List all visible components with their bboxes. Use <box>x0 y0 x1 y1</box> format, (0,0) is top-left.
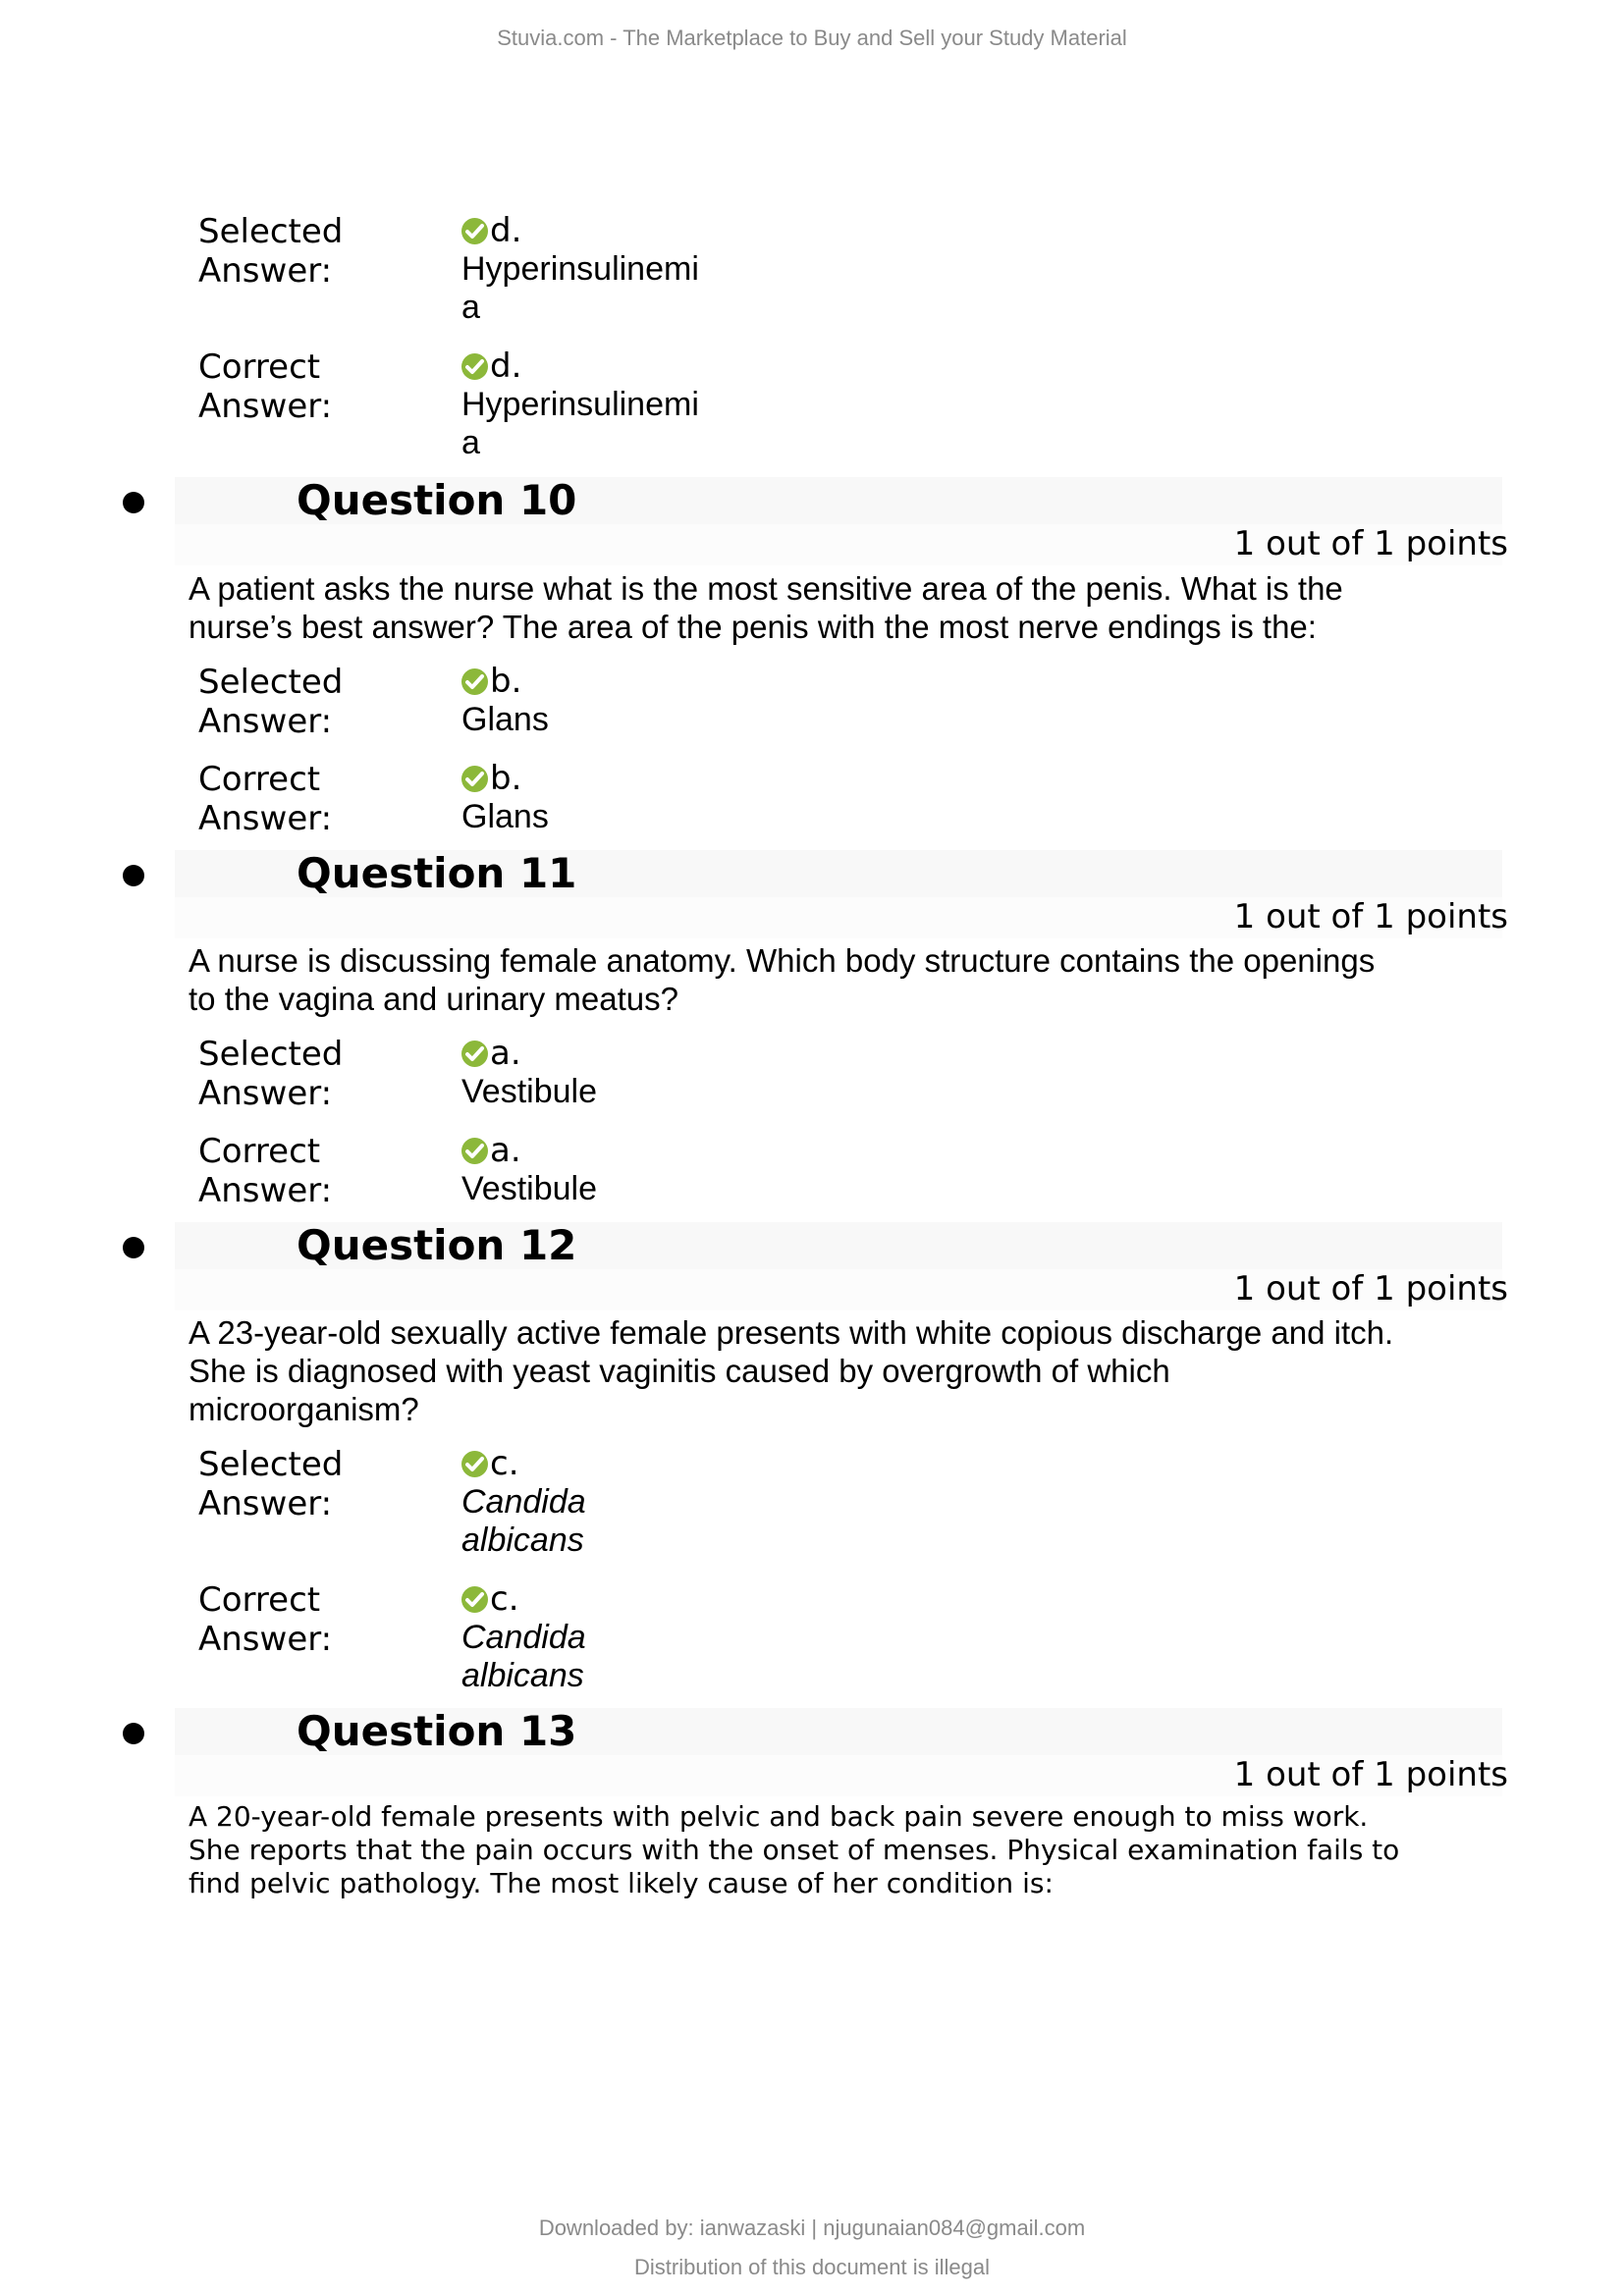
answer-label: Selected Answer: <box>198 212 344 291</box>
question-title: Question 10 <box>297 476 577 524</box>
question-text: A patient asks the nurse what is the most sensitive area of the penis. What is the nurse’s best answer? The area of the penis with the most nerve endings is the: <box>189 570 1343 645</box>
answer-value: c. Candida albicans <box>461 1444 586 1559</box>
correct-check-icon <box>461 1138 488 1164</box>
answer-value: a. Vestibule <box>461 1131 597 1207</box>
correct-check-icon <box>461 1451 488 1477</box>
question-title: Question 11 <box>297 849 577 897</box>
answer-value: b. Glans <box>461 759 549 835</box>
question-text: A nurse is discussing female anatomy. Which body structure contains the openings to the vagina and urinary meatus? <box>189 942 1376 1017</box>
answer-value: c. Candida albicans <box>461 1579 586 1694</box>
answer-value: d. Hyperinsulinemi a <box>461 347 699 461</box>
answer-value: b. Glans <box>461 662 549 738</box>
correct-check-icon <box>461 1586 488 1613</box>
question-points: 1 out of 1 points <box>1233 897 1508 936</box>
answer-label: Correct Answer: <box>198 1580 333 1659</box>
answer-label: Selected Answer: <box>198 663 344 741</box>
question-points: 1 out of 1 points <box>1233 524 1508 563</box>
question-points: 1 out of 1 points <box>1233 1269 1508 1308</box>
correct-answer-block <box>198 347 748 462</box>
correct-answer-block <box>198 1580 748 1695</box>
selected-answer-block <box>198 1445 748 1560</box>
selected-answer-block <box>198 663 748 741</box>
correct-answer-block <box>198 760 748 838</box>
answer-value: d. Hyperinsulinemi a <box>461 211 699 326</box>
question-text: A 23-year-old sexually active female presents with white copious discharge and itch. She is diagnosed with yeast vaginitis caused by overgrowth of which microorganism? <box>189 1314 1394 1427</box>
download-notice: Downloaded by: ianwazaski | njugunaian084@gmail.com <box>538 2216 1086 2240</box>
distribution-notice: Distribution of this document is illegal <box>634 2255 990 2279</box>
question-title: Question 12 <box>297 1221 577 1269</box>
question-points: 1 out of 1 points <box>1233 1755 1508 1794</box>
bullet-icon <box>123 865 144 886</box>
page-header: Stuvia.com - The Marketplace to Buy and Sell your Study Material <box>497 26 1127 50</box>
question-title: Question 13 <box>297 1707 577 1755</box>
question-text: A 20-year-old female presents with pelvic and back pain severe enough to miss work. She reports that the pain occurs with the onset of menses. Physical examination fails to find pelvic pathology. The most likely cause of her condition is: <box>189 1800 1400 1899</box>
correct-check-icon <box>461 668 488 695</box>
correct-answer-block <box>198 1132 748 1210</box>
selected-answer-block <box>198 212 748 327</box>
bullet-icon <box>123 492 144 513</box>
answer-value: a. Vestibule <box>461 1034 597 1110</box>
answer-label: Selected Answer: <box>198 1035 344 1113</box>
answer-label: Selected Answer: <box>198 1445 344 1523</box>
answer-label: Correct Answer: <box>198 760 333 838</box>
correct-check-icon <box>461 353 488 380</box>
bullet-icon <box>123 1723 144 1744</box>
correct-check-icon <box>461 766 488 792</box>
answer-label: Correct Answer: <box>198 347 333 426</box>
correct-check-icon <box>461 218 488 244</box>
bullet-icon <box>123 1237 144 1258</box>
answer-label: Correct Answer: <box>198 1132 333 1210</box>
selected-answer-block <box>198 1035 748 1113</box>
correct-check-icon <box>461 1041 488 1067</box>
